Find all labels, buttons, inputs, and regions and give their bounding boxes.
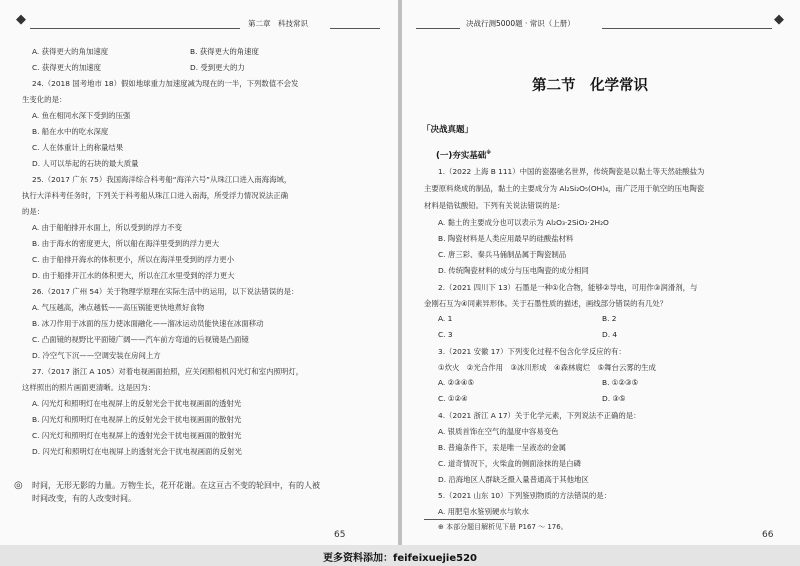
text-line: 5.（2021 山东 10）下列鉴别物质的方法错误的是： [438, 491, 611, 500]
page-number: 66 [762, 530, 774, 540]
text-line: 金刚石互为④同素异形体。关于石墨性质的描述，画线部分错误的有几处？ [424, 299, 668, 308]
footnote-rule [424, 519, 504, 520]
header-rule [330, 28, 380, 29]
text-line: D. 冷空气下沉——空调安装在房间上方 [32, 351, 161, 360]
text-line: A. 闪光灯和照明灯在电视屏上的反射光会干扰电视画面的透射光 [32, 399, 242, 408]
text-line: C. 闪光灯和照明灯在电视屏上的透射光会干扰电视画面的散射光 [32, 431, 242, 440]
quote-line: 时间，无形无影的力量。万物生长，花开花谢。在这亘古不变的轮回中，有的人被 [32, 481, 320, 490]
text-line: 26.（2017 广州 54）关于物理学原理在实际生活中的运用，以下说法错误的是： [32, 287, 299, 296]
page-number: 65 [334, 530, 346, 540]
answer-option: B. ①②③⑤ [602, 378, 639, 387]
text-line: C. 凸面镜的视野比平面镜广阔——汽车前方弯道的后视镜是凸面镜 [32, 335, 249, 344]
text-line: D. 沿海地区人群缺乏摄入量普通高于其他地区 [438, 475, 589, 484]
text-line: B. 由于海水的密度更大，所以船在海洋里受到的浮力更大 [32, 239, 220, 248]
section-title: 第二节 化学常识 [532, 77, 648, 94]
header-rule [602, 28, 772, 29]
answer-option: B. 2 [602, 314, 617, 323]
left-page [0, 0, 398, 545]
quote-icon: ◎ [14, 480, 23, 491]
subsection-label: (一)夯实基础※ [436, 150, 492, 161]
footnote: ⊕ 本部分题目解析见下册 P167 ～ 176。 [438, 523, 568, 531]
text-line: D. 由于船排开江水的体积更大，所以在江水里受到的浮力更大 [32, 271, 235, 280]
text-line: 生变化的是： [22, 95, 67, 104]
header-rule [30, 28, 240, 29]
text-line: C. 道奇情况下，火柴盒的侧面涂抹的是白磷 [438, 459, 581, 468]
text-line: A. 由于船舶排开水面上，所以受到的浮力不变 [32, 223, 183, 232]
text-line: A. 银质首饰在空气的温度中容易变色 [438, 427, 559, 436]
text-line: D. 传统陶瓷材料的成分与压电陶瓷的成分相同 [438, 266, 589, 275]
text-line: 2.（2021 四川下 13）石墨是一种①化合物，能够②导电，可用作③润滑剂，与 [438, 283, 698, 292]
bottom-banner [0, 545, 800, 566]
text-line: 执行大洋科考任务时，下列关于科考船从珠江口进入南海，所受浮力情况说法正确 [22, 191, 289, 200]
text-line: A. 气压越高，沸点越低——高压锅能更快地煮好食物 [32, 303, 205, 312]
text-line: A. 黏土的主要成分也可以表示为 Al₂O₃·2SiO₂·2H₂O [438, 218, 609, 227]
note-marker: ※ [486, 150, 492, 157]
answer-option: C. 3 [438, 330, 453, 339]
text-line: 27.（2017 浙江 A 105）对着电视画面拍照，应关闭照相机闪光灯和室内照明灯， [32, 367, 304, 376]
text-line: B. 陶瓷材料是人类应用最早的硅酸盐材料 [438, 234, 574, 243]
answer-option: A. 1 [438, 314, 453, 323]
answer-option: D. 4 [602, 330, 618, 339]
book-header: 决战行测5000题 · 常识（上册） [466, 19, 575, 28]
text-line: 的是： [22, 207, 45, 216]
text-line: C. 由于船排开海水的体积更小，所以在海洋里受到的浮力更小 [32, 255, 235, 264]
text-line: 1.（2022 上海 B 111）中国的瓷器驰名世界，传统陶瓷是以黏土等天然硅酸盐为 [438, 167, 705, 176]
text-line: A. 鱼在相同水深下受到的压强 [32, 111, 131, 120]
chapter-header: 第二章 科技常识 [248, 19, 308, 28]
answer-option: C. ①②④ [438, 394, 468, 403]
header-diamond-icon: ◆ [16, 12, 26, 27]
text-line: 24.（2018 国考地市 18）假如地球重力加速度减为现在的一半，下列数值不会发 [32, 79, 299, 88]
text-line: C. 获得更大的加速度 [32, 63, 101, 72]
option-d: D. 受到更大的力 [190, 63, 245, 72]
text-line: B. 冰刀作用于冰面的压力使冰面融化——溜冰运动员能快速在冰面移动 [32, 319, 264, 328]
answer-option: A. ②③④⑤ [438, 378, 475, 387]
banner-text: 更多资料添加：feifeixuejie520 [323, 553, 477, 564]
text-line: ①炊火 ②光合作用 ③冰川形成 ④森林腐烂 ⑤舞台云雾的生成 [438, 363, 656, 372]
text-line: 这样照出的照片画面更清晰。这是因为： [22, 383, 156, 392]
header-rule [416, 28, 460, 29]
text-line: B. 普遍条件下，汞是唯一呈液态的金属 [438, 443, 567, 452]
text-line: 4.（2021 浙江 A 17）关于化学元素，下列说法不正确的是： [438, 411, 641, 420]
text-line: B. 闪光灯和照明灯在电视屏上的反射光会干扰电视画面的散射光 [32, 415, 242, 424]
right-page [402, 0, 800, 545]
text-line: B. 船在水中的吃水深度 [32, 127, 109, 136]
text-line: 25.（2017 广东 75）我国海洋综合科考船“海洋六号”从珠江口进入南海海域， [32, 175, 292, 184]
text-line: D. 人可以举起的石块的最大质量 [32, 159, 139, 168]
text-line: 材料是锆钛酸铅。下列有关说法错误的是： [424, 201, 565, 210]
text-line: A. 用肥皂水鉴别硬水与软水 [438, 507, 529, 516]
text-line: C. 唐三彩、秦兵马俑制品属于陶瓷制品 [438, 250, 567, 259]
option-b: B. 获得更大的角速度 [190, 47, 259, 56]
text-line: 主要原料烧成的制品，黏土的主要成分为 Al₂Si₂O₅(OH)₄，南广泛用于航空的压电陶瓷 [424, 184, 705, 193]
answer-option: D. ③⑤ [602, 394, 626, 403]
quote-line: 时间改变，有的人改变时间。 [32, 494, 136, 503]
header-diamond-icon: ◆ [774, 12, 784, 27]
text-line: A. 获得更大的角加速度 [32, 47, 109, 56]
text-line: 3.（2021 安徽 17）下列变化过程不包含化学反应的有： [438, 347, 626, 356]
section-label: 「决战真题」 [422, 125, 474, 135]
text-line: D. 闪光灯和照明灯在电视屏上的透射光会干扰电视画面的反射光 [32, 447, 242, 456]
text-line: C. 人在体重计上的称量结果 [32, 143, 124, 152]
